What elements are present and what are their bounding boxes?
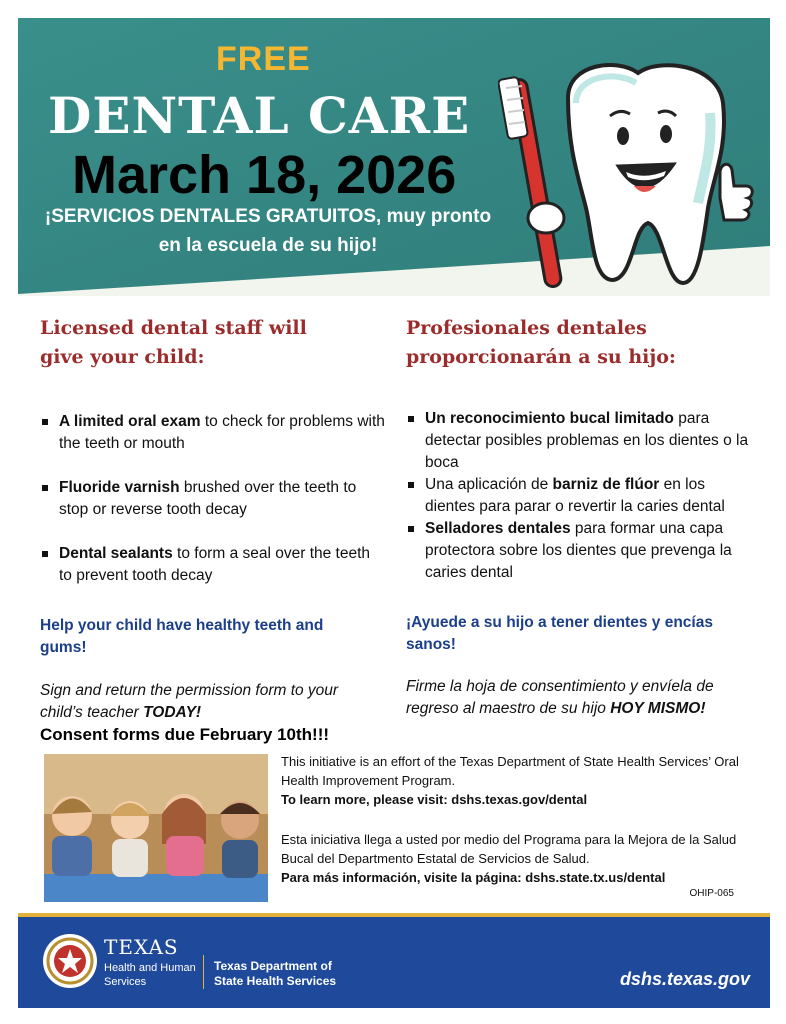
bullet-text: Una aplicación de [425, 476, 553, 493]
spanish-sign-text [406, 676, 751, 720]
list-item [406, 518, 756, 584]
spanish-help-text: ¡Ayuede a su hijo a tener dientes y encías sanos! [406, 614, 713, 653]
footer-dshs-label: Texas Department of State Health Services [214, 959, 337, 988]
tooth-mascot-icon [498, 58, 758, 298]
thumbs-up-icon [720, 164, 752, 220]
list-item [40, 411, 385, 455]
spanish-heading-line2: proporcionarán a su hijo: [406, 346, 676, 368]
children-photo [44, 754, 268, 902]
hero-banner [18, 18, 770, 296]
footer-divider [203, 955, 204, 989]
spanish-heading [406, 314, 756, 372]
english-help-text: Help your child have healthy teeth and gums! [40, 617, 324, 656]
list-item [40, 477, 385, 521]
footer-website-link[interactable]: dshs.texas.gov [619, 969, 750, 989]
document-code: OHIP-065 [689, 888, 734, 899]
bullet-bold: barniz de flúor [552, 476, 660, 493]
spanish-learn-more-link[interactable]: Para más información, visite la página: dshs.state.tx.us/dental [281, 870, 666, 885]
spanish-info [281, 830, 751, 887]
english-column [40, 314, 385, 609]
spanish-column [406, 314, 756, 584]
bullet-text: to check for problems with the teeth or mouth [59, 413, 385, 452]
list-item [406, 474, 756, 518]
spanish-subtitle-line2: en la escuela de su hijo! [158, 235, 378, 256]
english-info-text: This initiative is an effort of the Texas Department of State Health Services’ Oral Health Improvement Program. [281, 754, 739, 788]
list-item [406, 408, 756, 474]
texas-seal-icon [42, 933, 98, 989]
footer [18, 913, 770, 1008]
bullet-bold: Fluoride varnish [59, 479, 180, 496]
spanish-sign-body: Firme la hoja de consentimiento y envíela de regreso al maestro de su hijo [406, 678, 714, 717]
free-label: FREE [216, 40, 311, 78]
english-heading-line2: give your child: [40, 346, 205, 368]
list-item [40, 543, 385, 587]
spanish-subtitle [38, 202, 498, 260]
bullet-text: brushed over the teeth to stop or reverse tooth decay [59, 479, 357, 518]
spanish-heading-line1: Profesionales dentales [406, 317, 647, 339]
english-sign-text [40, 680, 385, 724]
english-info [281, 752, 751, 809]
english-sign-body: Sign and return the permission form to your child’s teacher [40, 682, 339, 721]
event-date: March 18, 2026 [72, 145, 457, 205]
footer-hhs-label: Health and Human Services [104, 962, 196, 988]
spanish-bullet-list [406, 408, 756, 584]
spanish-info-text: Esta iniciativa llega a usted por medio del Programa para la Mejora de la Salud Bucal del Departmento Estatal de Servicios de Salud. [281, 832, 737, 866]
spanish-subtitle-line1: ¡SERVICIOS DENTALES GRATUITOS, muy pronto [44, 206, 492, 227]
english-learn-more-link[interactable]: To learn more, please visit: dshs.texas.gov/dental [281, 792, 588, 807]
english-sign-emphasis: TODAY! [143, 704, 202, 721]
bullet-bold: Un reconocimiento bucal limitado [425, 410, 674, 427]
english-heading [40, 314, 385, 372]
bullet-text: para detectar posibles problemas en los dientes o la boca [425, 410, 749, 471]
flyer [18, 18, 770, 1008]
consent-deadline: Consent forms due February 10th!!! [40, 725, 330, 744]
bullet-bold: A limited oral exam [59, 413, 201, 430]
footer-texas-label: TEXAS [104, 935, 179, 959]
spanish-sign-emphasis: HOY MISMO! [610, 700, 706, 717]
toothbrush-icon [498, 77, 562, 288]
bullet-bold: Selladores dentales [425, 520, 571, 537]
bullet-text: en los dientes para parar o revertir la caries dental [425, 476, 725, 515]
bullet-text: para formar una capa protectora sobre los dientes que prevenga la caries dental [425, 520, 732, 581]
bullet-bold: Dental sealants [59, 545, 173, 562]
english-heading-line1: Licensed dental staff will [40, 317, 307, 339]
page-title: DENTAL CARE [48, 86, 471, 145]
english-bullet-list [40, 411, 385, 587]
bullet-text: to form a seal over the teeth to prevent tooth decay [59, 545, 371, 584]
